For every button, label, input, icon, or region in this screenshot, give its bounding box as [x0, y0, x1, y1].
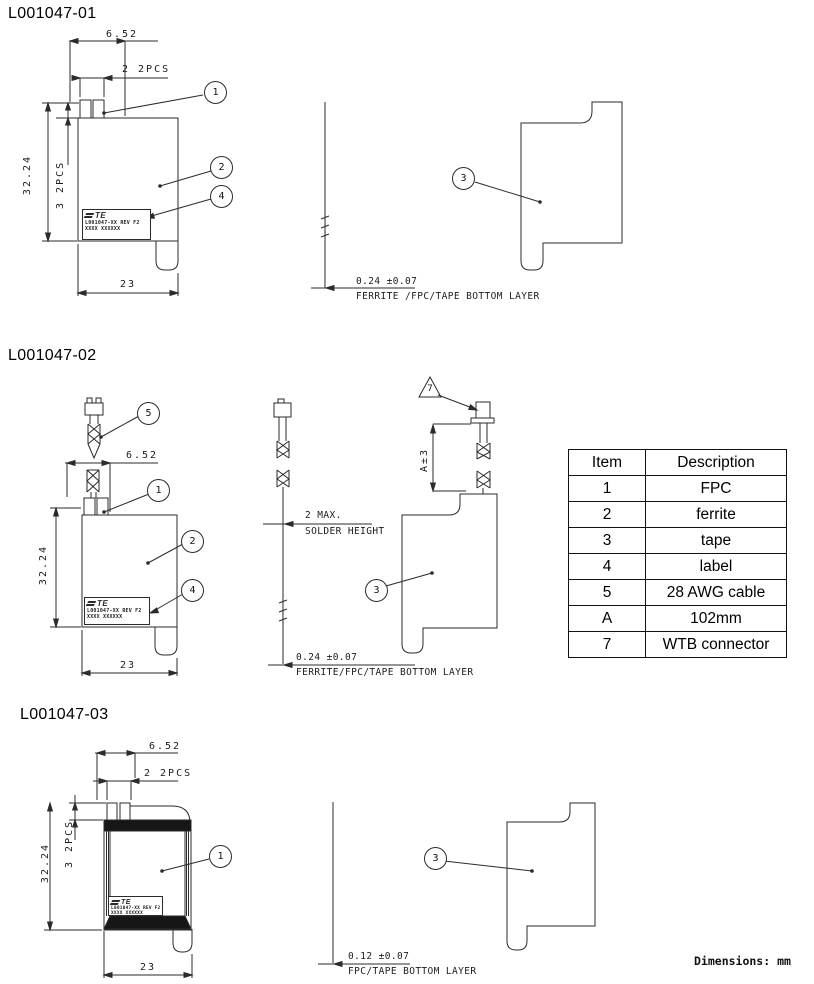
s1-tape-outline	[521, 102, 622, 270]
s2-callout-fpc: 1	[147, 479, 170, 502]
s1-dim-width-bottom: 23	[119, 279, 137, 290]
s1-bottom-tab	[156, 241, 178, 270]
table-cell-description: ferrite	[646, 502, 787, 528]
te-logo-icon	[86, 601, 97, 606]
s1-thickness-value: 0.24 ±0.07	[356, 276, 418, 287]
table-row	[569, 606, 787, 632]
s1-dim-tab-width: 2 2PCS	[122, 64, 171, 75]
table-cell-description: label	[646, 554, 787, 580]
s1-side-view	[311, 102, 418, 290]
table-cell-item: 7	[569, 632, 646, 658]
te-logo-text: TE	[97, 599, 109, 608]
s3-dim-tab-width: 2 2PCS	[144, 768, 193, 779]
s1-tape-view	[475, 102, 622, 270]
table-cell-item: 4	[569, 554, 646, 580]
table-cell-item: 1	[569, 476, 646, 502]
table-row	[569, 580, 787, 606]
s3-bottom-tab	[173, 929, 192, 952]
s2-dim-width-bottom: 23	[119, 660, 137, 671]
table-cell-description: 102mm	[646, 606, 787, 632]
table-row	[569, 554, 787, 580]
s1-part-number-title: L001047-01	[8, 5, 97, 22]
s1-callout-label: 4	[210, 185, 233, 208]
s2-callout-label: 4	[181, 579, 204, 602]
te-logo-icon	[84, 213, 95, 218]
s2-bottom-tab	[155, 627, 177, 655]
s3-dim-width-top: 6.52	[149, 741, 182, 752]
s2-dim-cable-length: A±3	[419, 447, 430, 473]
table-cell-description: FPC	[646, 476, 787, 502]
table-cell-description: 28 AWG cable	[646, 580, 787, 606]
table-cell-item: 2	[569, 502, 646, 528]
table-header-description: Description	[646, 450, 787, 476]
s3-fpc-tab	[120, 803, 130, 820]
s2-tape-view	[386, 377, 497, 653]
part-label-line2: XXXX XXXXXX	[111, 911, 144, 916]
table-cell-description: WTB connector	[646, 632, 787, 658]
table-row	[569, 632, 787, 658]
s2-fpc-tab	[84, 498, 95, 515]
s1-te-part-label	[82, 209, 151, 240]
s1-dim-height: 32.24	[22, 154, 33, 196]
te-logo-text: TE	[95, 211, 107, 220]
s2-thickness-value: 0.24 ±0.07	[296, 652, 358, 663]
s2-thickness-note: FERRITE/FPC/TAPE BOTTOM LAYER	[296, 667, 474, 678]
te-logo-icon	[110, 900, 121, 905]
s3-side-view	[318, 802, 410, 966]
table-cell-item: 3	[569, 528, 646, 554]
s1-dim-width-top: 6.52	[106, 29, 139, 40]
s3-dim-tab-height: 3 2PCS	[64, 819, 75, 868]
part-label-line1: L001047-XX REV F2	[87, 608, 142, 614]
table-header-row	[569, 450, 787, 476]
s2-solder-value: 2 MAX.	[305, 510, 342, 521]
units-note: Dimensions: mm	[694, 954, 791, 968]
part-label-line1: L001047-XX REV F2	[85, 220, 140, 226]
te-logo-text: TE	[121, 898, 131, 906]
s3-tape-view	[444, 803, 595, 950]
s1-dim-tab-height: 3 2PCS	[55, 160, 66, 209]
s1-callout-tape: 3	[452, 167, 475, 190]
s3-thickness-value: 0.12 ±0.07	[348, 951, 410, 962]
s1-fpc-tab	[93, 100, 104, 118]
s3-te-part-label	[108, 896, 163, 916]
table-header-item: Item	[569, 450, 646, 476]
item-table-body	[569, 476, 787, 658]
table-row	[569, 528, 787, 554]
table-cell-item: 5	[569, 580, 646, 606]
table-cell-description: tape	[646, 528, 787, 554]
s3-dim-height: 32.24	[40, 842, 51, 884]
table-row	[569, 502, 787, 528]
s2-callout-cable: 5	[137, 402, 160, 425]
s2-part-number-title: L001047-02	[8, 347, 97, 364]
s1-callout-ferrite: 2	[210, 156, 233, 179]
table-row	[569, 476, 787, 502]
part-label-line2: XXXX XXXXXX	[87, 614, 123, 620]
s3-fpc-tab	[107, 803, 117, 820]
s1-callout-fpc: 1	[204, 81, 227, 104]
table-cell-item: A	[569, 606, 646, 632]
s2-dim-width-top: 6.52	[126, 450, 159, 461]
s1-fpc-tab	[80, 100, 91, 118]
s2-solder-note: SOLDER HEIGHT	[305, 526, 385, 537]
s3-tape-outline	[507, 803, 595, 950]
s3-thickness-note: FPC/TAPE BOTTOM LAYER	[348, 966, 477, 977]
s1-thickness-note: FERRITE /FPC/TAPE BOTTOM LAYER	[356, 291, 540, 302]
s2-te-part-label	[84, 597, 150, 625]
s2-callout-wtb-connector: 7	[427, 384, 433, 394]
part-label-line2: XXXX XXXXXX	[85, 226, 121, 232]
s1-front-view	[42, 39, 211, 296]
s2-tape-outline	[402, 494, 497, 653]
s3-callout-tape: 3	[424, 847, 447, 870]
s2-wtb-connector	[476, 402, 490, 418]
s2-cable-detail	[85, 398, 139, 458]
s2-dim-height: 32.24	[38, 544, 49, 586]
s2-callout-ferrite: 2	[181, 530, 204, 553]
s2-callout-tape: 3	[365, 579, 388, 602]
s3-dim-width-bottom: 23	[139, 962, 157, 973]
part-label-line1: L001047-XX REV F2	[111, 906, 161, 911]
s3-part-number-title: L001047-03	[20, 706, 109, 723]
item-description-table	[568, 449, 787, 658]
s3-callout-fpc: 1	[209, 845, 232, 868]
